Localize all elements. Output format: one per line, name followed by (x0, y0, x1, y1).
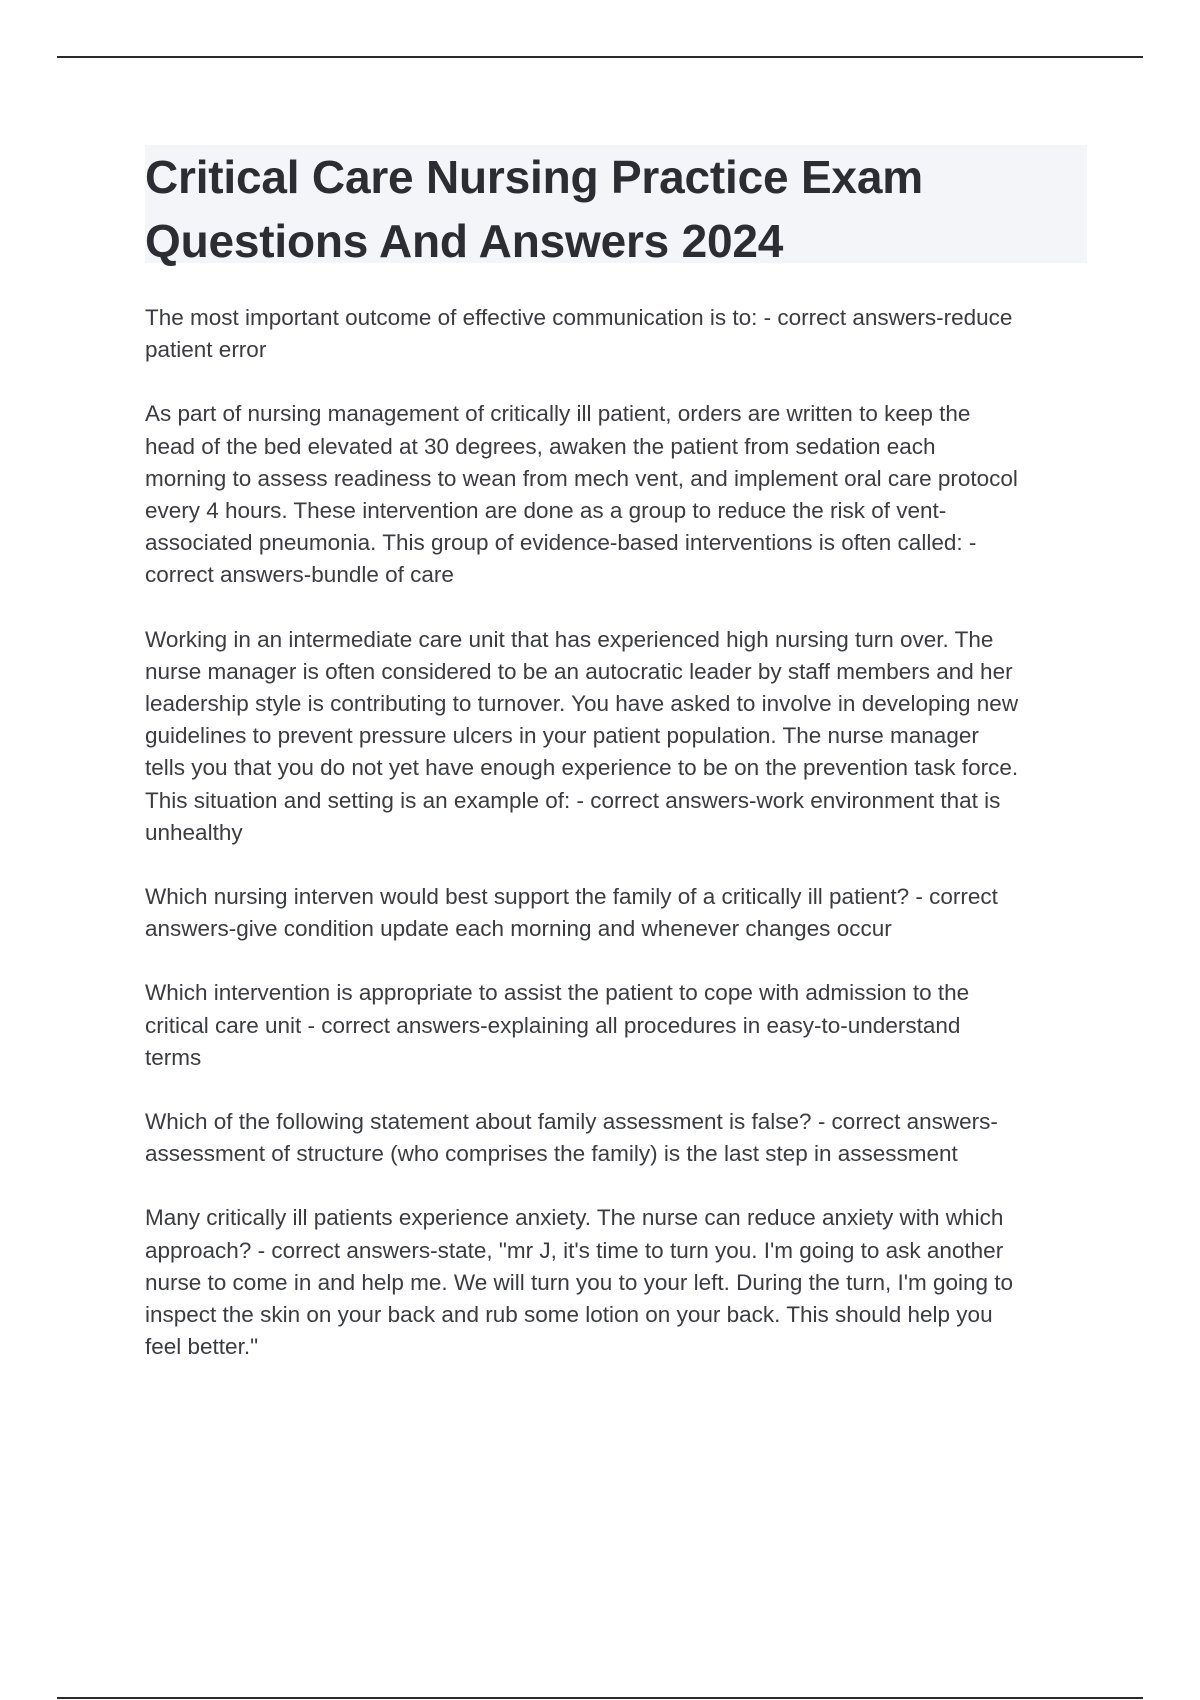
qa-line: approach? - correct answers-state, "mr J, it's time to turn you. I'm going to ask another (145, 1237, 1004, 1263)
qa-line: Working in an intermediate care unit that has experienced high nursing turn over. The (145, 626, 994, 652)
qa-line: unhealthy (145, 819, 243, 845)
qa-item (145, 1202, 1095, 1363)
qa-line: morning to assess readiness to wean from mech vent, and implement oral care protocol (145, 465, 1018, 491)
qa-line: This situation and setting is an example of: - correct answers-work environment that is (145, 787, 1001, 813)
qa-line: answers-give condition update each morning and whenever changes occur (145, 916, 892, 942)
qa-line: As part of nursing management of critically ill patient, orders are written to keep the (145, 401, 971, 427)
qa-line: every 4 hours. These intervention are done as a group to reduce the risk of vent- (145, 498, 947, 524)
qa-line: critical care unit - correct answers-explaining all procedures in easy-to-understand (145, 1012, 961, 1038)
qa-line: inspect the skin on your back and rub some lotion on your back. This should help you (145, 1302, 993, 1328)
qa-line: associated pneumonia. This group of evidence-based interventions is often called: - (145, 530, 977, 556)
qa-line: patient error (145, 337, 267, 363)
qa-line: assessment of structure (who comprises the family) is the last step in assessment (145, 1141, 958, 1167)
qa-item (145, 881, 1095, 945)
qa-item (145, 624, 1095, 849)
qa-line: correct answers-bundle of care (145, 562, 454, 588)
qa-line: feel better." (145, 1334, 259, 1360)
qa-line: Which nursing interven would best support the family of a critically ill patient? - correct (145, 884, 998, 910)
title-line-2: Questions And Answers 2024 (145, 215, 784, 267)
qa-line: terms (145, 1044, 202, 1070)
document-title (145, 145, 1087, 273)
qa-list (145, 302, 1095, 1395)
header-rule (57, 56, 1143, 58)
qa-line: leadership style is contributing to turnover. You have asked to involve in developing new (145, 691, 1019, 717)
qa-item (145, 398, 1095, 591)
qa-line: guidelines to prevent pressure ulcers in your patient population. The nurse manager (145, 723, 979, 749)
qa-item (145, 1106, 1095, 1170)
title-line-1: Critical Care Nursing Practice Exam (145, 151, 923, 203)
footer-rule (57, 1697, 1143, 1699)
qa-line: The most important outcome of effective communication is to: - correct answers-reduce (145, 305, 1013, 330)
qa-item (145, 977, 1095, 1074)
qa-line: nurse to come in and help me. We will turn you to your left. During the turn, I'm going to (145, 1269, 1014, 1295)
qa-line: Which intervention is appropriate to assist the patient to cope with admission to the (145, 980, 970, 1006)
qa-line: Many critically ill patients experience anxiety. The nurse can reduce anxiety with which (145, 1205, 1004, 1231)
title-block (145, 145, 1087, 267)
qa-line: tells you that you do not yet have enough experience to be on the prevention task force. (145, 755, 1019, 781)
qa-item (145, 302, 1095, 366)
qa-line: head of the bed elevated at 30 degrees, awaken the patient from sedation each (145, 433, 936, 459)
qa-line: nurse manager is often considered to be an autocratic leader by staff members and her (145, 658, 1013, 684)
qa-line: Which of the following statement about family assessment is false? - correct answers- (145, 1109, 998, 1135)
